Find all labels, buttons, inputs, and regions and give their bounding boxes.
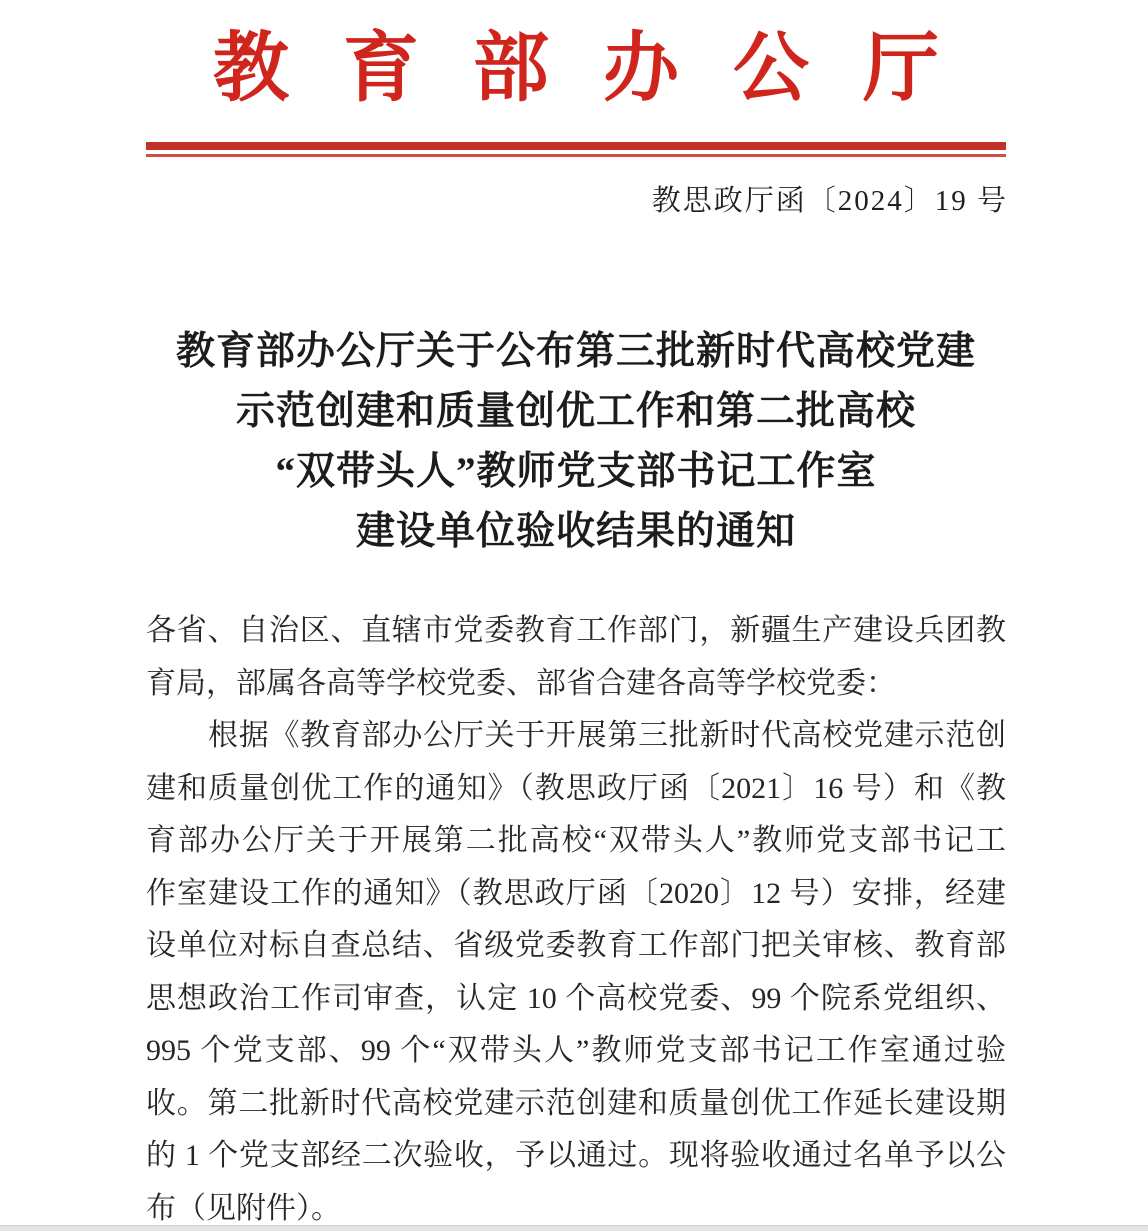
document-reference-number: 教思政厅函〔2024〕19 号	[651, 185, 1008, 217]
body-line: 思想政治工作司审查，认定 10 个高校党委、99 个院系党组织、	[146, 981, 1006, 1015]
notice-title-line: “双带头人”教师党支部书记工作室	[275, 450, 877, 493]
body-line: 布（见附件）。	[146, 1191, 341, 1225]
notice-title-line: 示范创建和质量创优工作和第二批高校	[235, 390, 916, 433]
letterhead-org-name: 教育部办公厅	[213, 27, 993, 111]
body-line: 的 1 个党支部经二次验收，予以通过。现将验收通过名单予以公	[146, 1139, 1006, 1172]
scan-bottom-edge	[0, 1225, 1148, 1231]
notice-title-line: 建设单位验收结果的通知	[355, 510, 796, 553]
body-line: 设单位对标自查总结、省级党委教育工作部门把关审核、教育部	[146, 929, 1006, 962]
notice-body	[146, 605, 1006, 1231]
body-line: 作室建设工作的通知》（教思政厅函〔2020〕12 号）安排，经建	[146, 876, 1006, 910]
body-line: 育局，部属各高等学校党委、部省合建各高等学校党委：	[146, 666, 896, 700]
body-line: 995 个党支部、99 个“双带头人”教师党支部书记工作室通过验	[146, 1034, 1006, 1067]
body-line: 根据《教育部办公厅关于开展第三批新时代高校党建示范创	[208, 719, 1006, 752]
letterhead-rule-thick	[146, 142, 1006, 150]
letterhead-rule-thin	[146, 154, 1006, 157]
body-line: 收。第二批新时代高校党建示范创建和质量创优工作延长建设期	[146, 1086, 1006, 1120]
body-line: 育部办公厅关于开展第二批高校“双带头人”教师党支部书记工	[146, 824, 1006, 857]
notice-title	[146, 322, 1006, 562]
body-line: 建和质量创优工作的通知》（教思政厅函〔2021〕16 号）和《教	[146, 771, 1006, 805]
notice-title-line: 教育部办公厅关于公布第三批新时代高校党建	[175, 330, 976, 373]
body-line: 各省、自治区、直辖市党委教育工作部门，新疆生产建设兵团教	[146, 614, 1006, 647]
